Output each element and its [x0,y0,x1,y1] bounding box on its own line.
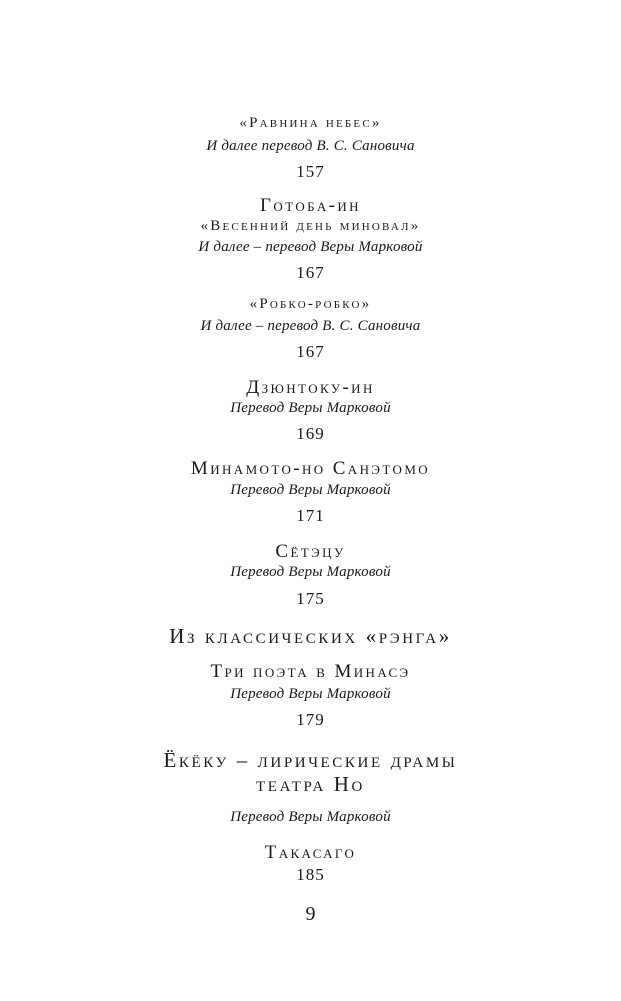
entry-page-number: 157 [296,162,325,181]
entry-page-number: 185 [296,865,325,884]
entry-title: Такасаго [264,842,357,863]
entry-page-number: 179 [296,710,325,729]
entry-credit: Перевод Веры Марковой [230,564,391,580]
entry-page-number: 167 [296,342,325,361]
entry-author: Сётэцу [275,541,346,562]
section-heading: Ёкёку – лирические драмы [163,748,458,772]
section-heading: Из классических «рэнга» [169,624,452,648]
entry-title: «Весенний день миновал» [200,218,421,234]
entry-credit: И далее перевод В. С. Сановича [206,138,415,154]
entry-page-number: 175 [296,589,325,608]
entry-page-number: 167 [296,263,325,282]
entry-credit: И далее – перевод Веры Марковой [198,239,423,255]
entry-author: Готоба-ин [260,195,361,216]
entry-title: «Равнина небес» [239,115,382,131]
entry-author: Дзюнтоку-ин [246,377,375,398]
entry-title: Три поэта в Минасэ [210,661,411,682]
entry-title: «Робко-робко» [249,296,372,312]
entry-credit: Перевод Веры Марковой [230,400,391,416]
folio-page-number: 9 [305,903,316,925]
section-credit: Перевод Веры Марковой [230,809,391,825]
entry-credit: Перевод Веры Марковой [230,482,391,498]
section-heading-continued: театра Но [256,772,365,796]
entry-page-number: 171 [296,506,325,525]
entry-author: Минамото-но Санэтомо [190,458,431,479]
entry-page-number: 169 [296,424,325,443]
entry-credit: И далее – перевод В. С. Сановича [200,318,421,334]
entry-credit: Перевод Веры Марковой [230,686,391,702]
